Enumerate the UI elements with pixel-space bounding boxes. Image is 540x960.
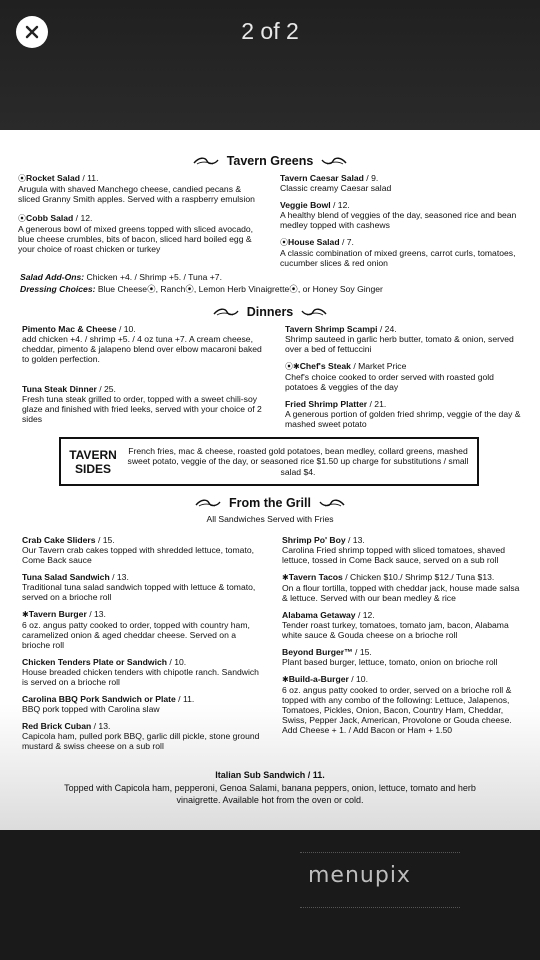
dietary-mark-icon: ⦿✱	[285, 362, 300, 371]
menu-item-name: Red Brick Cuban	[22, 721, 92, 731]
swirl-ornament-icon	[319, 498, 345, 508]
dietary-mark-icon: ✱	[22, 610, 29, 619]
menu-item-heading	[280, 200, 528, 210]
menu-item-description: 6 oz. angus patty cooked to order, served on a brioche roll & topped with any combo of the following: Lettuce, Jalapenos, Tomatoes, Pickles, Onion, Bacon, Country Ham, Cheddar, Swiss, Pepper Jack, American, Provolone or Gouda cheese. Add Cheese + 1. / Add Bacon or Ham + 1.50	[282, 685, 512, 735]
menu-item-name: House Salad	[288, 237, 340, 247]
swirl-ornament-icon	[195, 498, 221, 508]
menu-item-price: / 13.	[91, 721, 111, 731]
salad-addons-line	[20, 271, 383, 283]
dinners-right-column	[285, 324, 525, 436]
grill-right-column	[282, 535, 526, 742]
grill-left-column	[22, 535, 262, 758]
menu-item-price: / 24.	[377, 324, 397, 334]
menu-item	[285, 361, 525, 392]
greens-left-column	[18, 173, 263, 261]
menu-item-price: / 10.	[348, 674, 368, 684]
menu-item-description: Our Tavern crab cakes topped with shredded lettuce, tomato, Come Back sauce	[22, 545, 255, 565]
menu-item-description: A generous portion of golden fried shrimp, veggie of the day & mashed sweet potato	[285, 409, 521, 429]
menu-item-description: House breaded chicken tenders with chipotle ranch. Sandwich is served on a brioche roll	[22, 667, 259, 687]
menu-item-name: Chicken Tenders Plate or Sandwich	[22, 657, 168, 667]
menu-item-name: Shrimp Po' Boy	[282, 535, 346, 545]
menu-item-description: Classic creamy Caesar salad	[280, 183, 392, 193]
menu-item-price: / 12.	[73, 213, 93, 223]
menu-item-description: On a flour tortilla, topped with cheddar jack, house made salsa & lettuce. Served with our bean medley & rice	[282, 583, 520, 603]
menu-item	[282, 572, 526, 603]
menu-item	[22, 721, 262, 751]
menu-item-name: Rocket Salad	[26, 173, 80, 183]
menu-item-heading	[22, 657, 262, 667]
section-title-grill	[0, 496, 540, 510]
section-title-dinners	[0, 305, 540, 319]
menu-item-heading	[280, 237, 528, 248]
menu-item-description: Tender roast turkey, tomatoes, tomato jam, bacon, Alabama white sauce & Gouda cheese on a brioche roll	[282, 620, 509, 640]
menu-item-price: / Chicken $10./ Shrimp $12./ Tuna $13.	[342, 572, 495, 582]
menu-item-price: / 10.	[167, 657, 187, 667]
menu-item	[282, 647, 526, 667]
menu-item	[280, 173, 528, 193]
menu-item	[285, 324, 525, 354]
menu-item	[282, 610, 526, 640]
italian-sub-item	[60, 769, 480, 807]
menu-item-price: / 10.	[116, 324, 136, 334]
menu-item-price: / 11.	[79, 173, 99, 183]
menu-item-name: Tavern Burger	[28, 609, 87, 619]
menu-item	[22, 609, 262, 650]
section-title-greens	[0, 154, 540, 168]
menu-item-price: / 25.	[96, 384, 116, 394]
menu-item	[22, 657, 262, 687]
menu-item-heading	[282, 647, 526, 657]
menu-item-price: / 11.	[175, 694, 195, 704]
menu-item-price: / 7.	[339, 237, 354, 247]
dietary-mark-icon: ⦿	[18, 214, 26, 223]
italian-sub-desc: Topped with Capicola ham, pepperoni, Genoa Salami, banana peppers, onion, lettuce, tomato and herb vinaigrette. Available hot from the oven or cold.	[64, 782, 476, 805]
addons-text: Chicken +4. / Shrimp +5. / Tuna +7.	[84, 272, 222, 282]
menu-item-price: / 13.	[86, 609, 106, 619]
menu-item-heading	[282, 535, 526, 545]
menu-item-description: Chef's choice cooked to order served with roasted gold potatoes & veggies of the day	[285, 372, 494, 392]
viewer-top-bar	[0, 0, 540, 130]
menu-item-description: Plant based burger, lettuce, tomato, onion on brioche roll	[282, 657, 498, 667]
italian-sub-name: Italian Sub Sandwich / 11.	[215, 770, 325, 780]
menu-item-description: 6 oz. angus patty cooked to order, topped with country ham, caramelized onion & aged cheddar cheese. Served on a brioche roll	[22, 620, 250, 650]
dietary-mark-icon: ✱	[282, 573, 289, 582]
section-title-text: From the Grill	[229, 496, 311, 510]
menu-item-name: Beyond Burger™	[282, 647, 353, 657]
menu-item-name: Chef's Steak	[299, 361, 351, 371]
menu-item-price: / 13.	[109, 572, 129, 582]
menu-item-name: Fried Shrimp Platter	[285, 399, 368, 409]
tavern-sides-box	[59, 437, 479, 486]
menu-item-heading	[285, 361, 525, 372]
sides-label: TAVERN SIDES	[69, 447, 117, 476]
menu-item-name: Tuna Salad Sandwich	[22, 572, 110, 582]
sides-text: French fries, mac & cheese, roasted gold potatoes, bean medley, collard greens, mashed sweet potato, veggie of the day, or seasoned rice $1.50 up charge for substitutions / small salad $4.	[127, 445, 469, 477]
dressing-label: Dressing Choices:	[20, 284, 96, 294]
swirl-ornament-icon	[321, 156, 347, 166]
menu-item-heading	[18, 173, 263, 184]
menu-item-heading	[280, 173, 528, 183]
menu-item-name: Veggie Bowl	[280, 200, 331, 210]
menu-item	[22, 384, 262, 424]
menu-item-description: A classic combination of mixed greens, carrot curls, tomatoes, cucumber slices & red onion	[280, 248, 516, 268]
dressing-text: Blue Cheese⦿, Ranch⦿, Lemon Herb Vinaigrette⦿, or Honey Soy Ginger	[95, 284, 383, 294]
menu-item-price: / 13.	[345, 535, 365, 545]
addons-label: Salad Add-Ons:	[20, 272, 85, 282]
menu-item-description: Traditional tuna salad sandwich topped with lettuce & tomato, served on a brioche roll	[22, 582, 256, 602]
menu-item-heading	[285, 324, 525, 334]
menu-item	[282, 674, 526, 735]
menu-item-heading	[282, 610, 526, 620]
section-title-text: Tavern Greens	[226, 154, 314, 168]
menu-item	[280, 237, 528, 268]
menu-item-name: Cobb Salad	[26, 213, 74, 223]
menu-item	[22, 572, 262, 602]
dressing-line	[20, 283, 383, 295]
swirl-ornament-icon	[301, 307, 327, 317]
menu-item-price: / 15.	[352, 647, 372, 657]
menu-item-name: Tavern Caesar Salad	[280, 173, 364, 183]
menu-item-heading	[18, 213, 263, 224]
menu-item-name: Tuna Steak Dinner	[22, 384, 97, 394]
menu-item	[22, 535, 262, 565]
menu-item-heading	[282, 572, 526, 583]
menu-item-description: Shrimp sauteed in garlic herb butter, tomato & onion, served over a bed of fettuccini	[285, 334, 514, 354]
dietary-mark-icon: ✱	[282, 675, 289, 684]
menu-item-name: Carolina BBQ Pork Sandwich or Plate	[22, 694, 176, 704]
menu-item-name: Build-a-Burger	[288, 674, 349, 684]
dietary-mark-icon: ⦿	[280, 238, 288, 247]
menu-item-description: Carolina Fried shrimp topped with sliced tomatoes, shaved lettuce, tossed in Come Back sauce, served on a sub roll	[282, 545, 506, 565]
menu-item-name: Tavern Shrimp Scampi	[285, 324, 378, 334]
salad-addons	[20, 271, 383, 295]
menu-item-description: add chicken +4. / shrimp +5. / 4 oz tuna +7. A cream cheese, cheddar, pimento & jalapeno blend over elbow macaroni baked to golden perfection.	[22, 334, 262, 364]
menu-item-name: Crab Cake Sliders	[22, 535, 96, 545]
menu-item-name: Tavern Tacos	[288, 572, 343, 582]
greens-right-column	[280, 173, 528, 275]
menu-item-name: Alabama Getaway	[282, 610, 356, 620]
menu-item-price: / 9.	[363, 173, 379, 183]
menu-item-heading	[22, 721, 262, 731]
menu-item-heading	[22, 572, 262, 582]
menu-item-description: A healthy blend of veggies of the day, seasoned rice and bean medley topped with cashews	[280, 210, 517, 230]
menu-item-name: Pimento Mac & Cheese	[22, 324, 117, 334]
menu-item-description: Capicola ham, pulled pork BBQ, garlic dill pickle, stone ground mustard & swiss cheese on a sub roll	[22, 731, 260, 751]
grill-subtitle: All Sandwiches Served with Fries	[206, 514, 334, 524]
menu-item-heading	[22, 384, 262, 394]
menu-item-description: Arugula with shaved Manchego cheese, candied pecans & sliced Granny Smith apples. Served with a raspberry emulsion	[18, 184, 255, 204]
menu-item-price: / 15.	[95, 535, 115, 545]
menu-item-heading	[22, 324, 262, 334]
menu-item-heading	[22, 694, 262, 704]
menu-item-heading	[22, 609, 262, 620]
menu-item-price: / 12.	[330, 200, 350, 210]
dinners-left-column	[22, 324, 262, 431]
menu-item	[22, 694, 262, 714]
menu-item	[22, 324, 262, 364]
menu-item-price: / 12.	[355, 610, 375, 620]
menu-item-description: Fresh tuna steak grilled to order, topped with a sweet chili-soy glaze and finished with fried leeks, served with your choice of 2 sides	[22, 394, 262, 424]
menu-item-heading	[282, 674, 526, 685]
menu-item-price: / 21.	[367, 399, 387, 409]
dietary-mark-icon: ⦿	[18, 174, 26, 183]
menu-item-price: / Market Price	[350, 361, 407, 371]
menupix-watermark: menupix	[308, 863, 411, 888]
menu-item	[280, 200, 528, 230]
menu-item	[282, 535, 526, 565]
menu-item-heading	[285, 399, 525, 409]
menu-item	[285, 399, 525, 429]
watermark-box	[300, 852, 460, 908]
menu-item-description: A generous bowl of mixed greens topped with sliced avocado, blue cheese crumbles, bits of bacon, sliced hard boiled egg & your choice of roast chicken or turkey	[18, 224, 254, 254]
menu-item	[18, 173, 263, 204]
section-title-text: Dinners	[246, 305, 294, 319]
menu-item-description: BBQ pork topped with Carolina slaw	[22, 704, 160, 714]
menu-item	[18, 213, 263, 254]
menu-image	[0, 130, 540, 830]
swirl-ornament-icon	[213, 307, 239, 317]
menu-item-heading	[22, 535, 262, 545]
viewer-bottom-bar	[0, 830, 540, 960]
swirl-ornament-icon	[193, 156, 219, 166]
image-counter: 2 of 2	[241, 18, 299, 44]
